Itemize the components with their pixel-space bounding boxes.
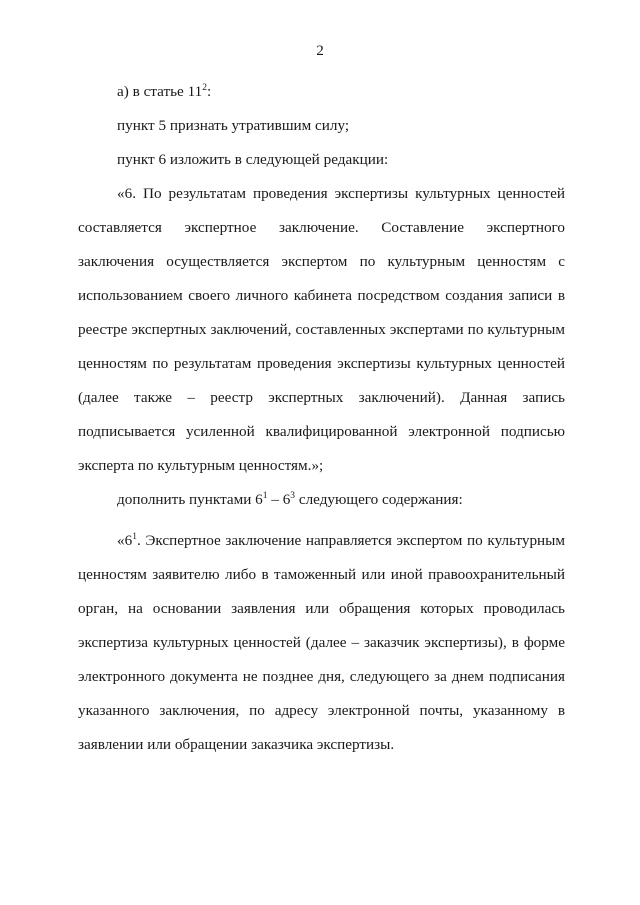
point-6-1-prefix: «6 bbox=[117, 532, 133, 549]
point-6-line: реестре экспертных заключений, составленных экспертами по культурным bbox=[78, 321, 565, 338]
point-6-1-line: орган, на основании заявления или обращения которых проводилась bbox=[78, 600, 565, 617]
paragraph-point-6-intro: пункт 6 изложить в следующей редакции: bbox=[117, 151, 389, 168]
point-6-line: подписывается усиленной квалифицированной электронной подписью bbox=[78, 423, 565, 440]
point-6-1-line: электронного документа не позднее дня, следующего за днем подписания bbox=[78, 668, 565, 685]
point-6-1-line: экспертиза культурных ценностей (далее – заказчик экспертизы), в форме bbox=[78, 634, 565, 651]
article-reference-text: а) в статье 11 bbox=[117, 83, 203, 100]
add-points-prefix: дополнить пунктами 6 bbox=[117, 491, 263, 508]
point-6-line: составляется экспертное заключение. Составление экспертного bbox=[78, 219, 565, 236]
point-6-line: заключения осуществляется экспертом по культурным ценностям с bbox=[78, 253, 565, 270]
add-points-dash: – 6 bbox=[267, 491, 291, 508]
point-6-line-last: эксперта по культурным ценностям.»; bbox=[78, 457, 324, 474]
point-6-line: «6. По результатам проведения экспертизы культурных ценностей bbox=[117, 185, 565, 202]
point-6-1-line: указанного заключения, по адресу электронной почты, указанному в bbox=[78, 702, 565, 719]
paragraph-point-5: пункт 5 признать утратившим силу; bbox=[117, 117, 350, 134]
page-number: 2 bbox=[316, 42, 324, 59]
point-6-1-line bbox=[117, 532, 565, 552]
add-points-sup-1: 1 bbox=[262, 491, 268, 501]
article-reference-colon: : bbox=[206, 83, 212, 100]
article-reference-superscript: 2 bbox=[202, 83, 207, 93]
point-6-1-line-last: заявлении или обращении заказчика экспертизы. bbox=[78, 736, 395, 753]
point-6-1-text: . Экспертное заключение направляется экспертом по культурным bbox=[136, 532, 565, 549]
point-6-1-line: ценностям заявителю либо в таможенный или иной правоохранительный bbox=[78, 566, 565, 583]
point-6-1-superscript: 1 bbox=[132, 532, 137, 542]
point-6-line: использованием своего личного кабинета посредством создания записи в bbox=[78, 287, 565, 304]
paragraph-article-reference bbox=[117, 83, 211, 103]
paragraph-add-points bbox=[117, 491, 463, 511]
add-points-suffix: следующего содержания: bbox=[295, 491, 463, 508]
point-6-line: (далее также – реестр экспертных заключений). Данная запись bbox=[78, 389, 565, 406]
point-6-line: ценностям по результатам проведения экспертизы культурных ценностей bbox=[78, 355, 565, 372]
add-points-sup-3: 3 bbox=[290, 491, 296, 501]
